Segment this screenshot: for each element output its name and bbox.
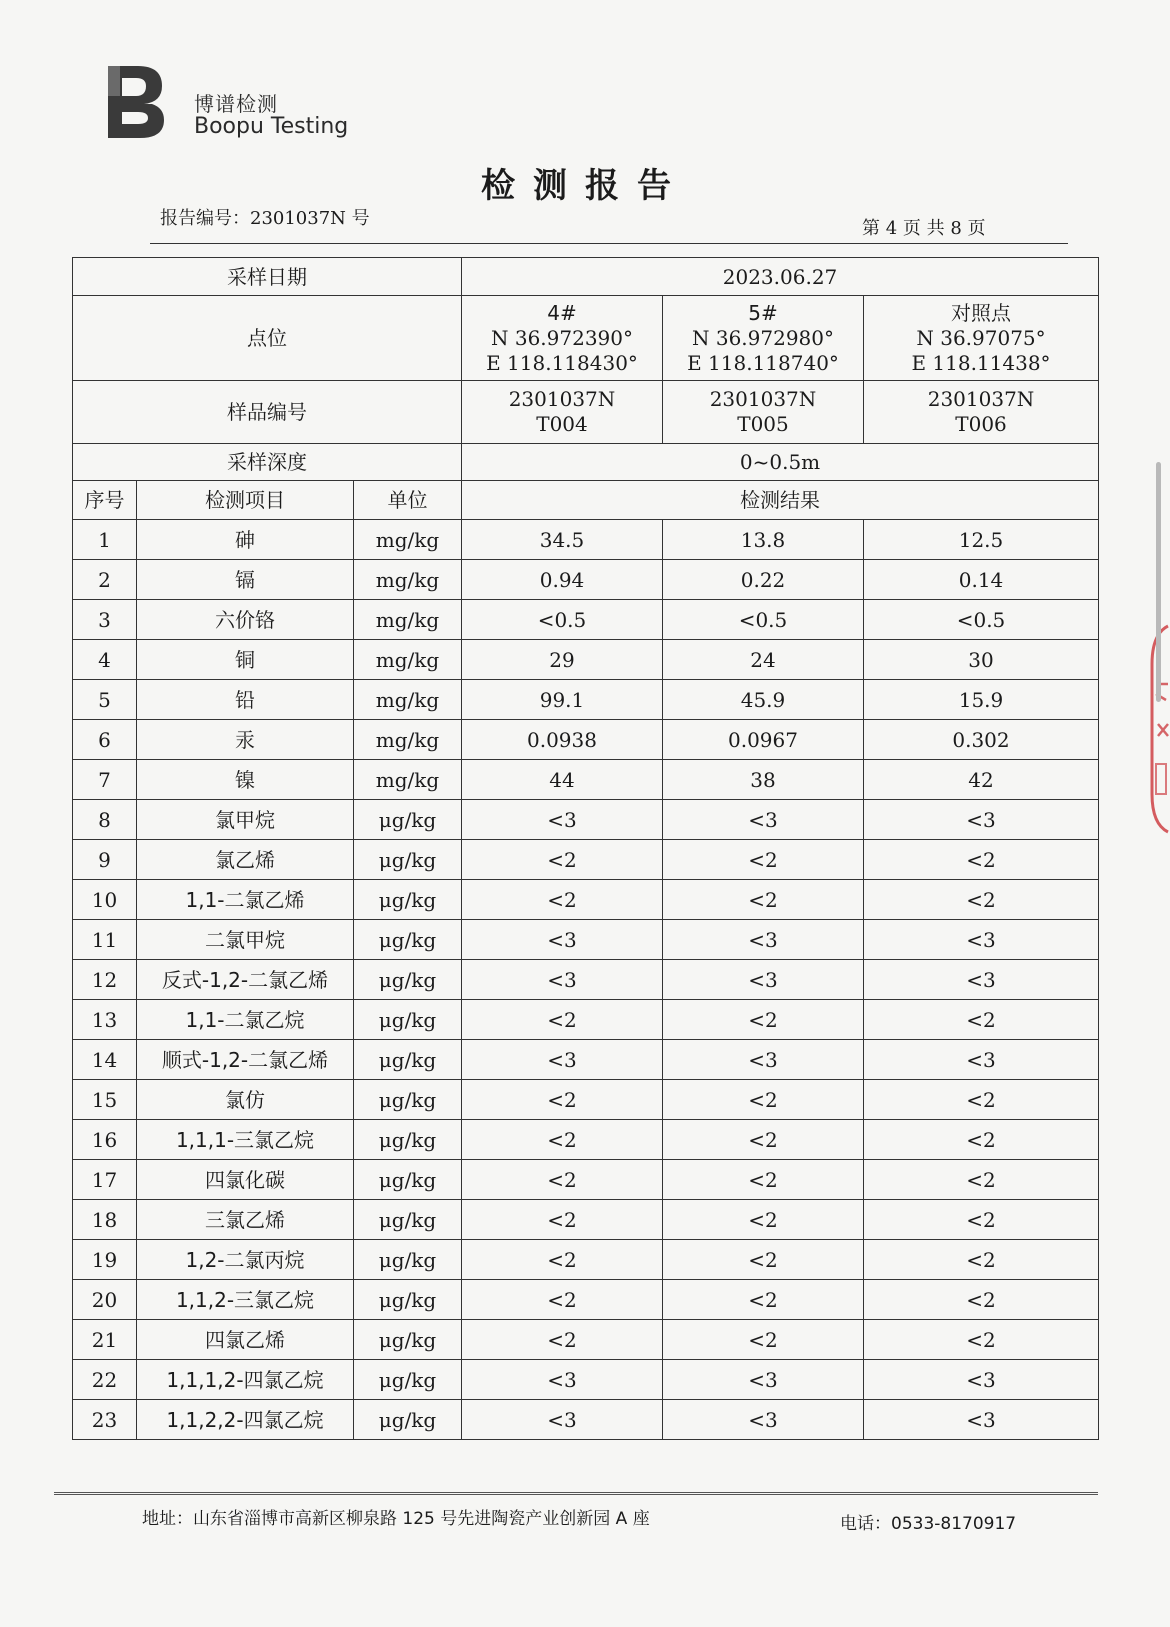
row-result: 0.0967 — [663, 720, 864, 760]
row-result: <2 — [864, 1280, 1099, 1320]
row-result: 38 — [663, 760, 864, 800]
location-cell — [462, 296, 663, 381]
row-unit: μg/kg — [354, 920, 462, 960]
row-unit: μg/kg — [354, 840, 462, 880]
row-seq: 13 — [73, 1000, 137, 1040]
row-item: 1,1,2-三氯乙烷 — [137, 1280, 354, 1320]
row-result: <3 — [462, 800, 663, 840]
row-seq: 21 — [73, 1320, 137, 1360]
row-result: <3 — [663, 920, 864, 960]
row-result: <2 — [864, 1240, 1099, 1280]
row-result: <2 — [864, 840, 1099, 880]
row-item: 1,1,2,2-四氯乙烷 — [137, 1400, 354, 1440]
row-result: <2 — [864, 1080, 1099, 1120]
row-result: 0.0938 — [462, 720, 663, 760]
row-result: <2 — [663, 840, 864, 880]
row-item: 四氯化碳 — [137, 1160, 354, 1200]
row-unit: μg/kg — [354, 1240, 462, 1280]
sampling-depth-row — [73, 444, 1099, 481]
col-header-item: 检测项目 — [137, 481, 354, 520]
table-row — [73, 600, 1099, 640]
row-result: <3 — [462, 1400, 663, 1440]
row-unit: μg/kg — [354, 1080, 462, 1120]
row-item: 氯仿 — [137, 1080, 354, 1120]
location-name: 4# — [547, 300, 577, 325]
sampling-date-label: 采样日期 — [73, 258, 462, 296]
row-result: <0.5 — [663, 600, 864, 640]
table-row — [73, 800, 1099, 840]
row-unit: μg/kg — [354, 1200, 462, 1240]
row-result: <3 — [663, 1040, 864, 1080]
row-seq: 9 — [73, 840, 137, 880]
location-lat: N 36.972980° — [691, 325, 834, 350]
row-unit: μg/kg — [354, 1040, 462, 1080]
location-cell — [663, 296, 864, 381]
row-item: 1,1,1-三氯乙烷 — [137, 1120, 354, 1160]
row-unit: mg/kg — [354, 680, 462, 720]
row-result: <2 — [864, 880, 1099, 920]
row-item: 顺式-1,2-二氯乙烯 — [137, 1040, 354, 1080]
row-result: <2 — [663, 1240, 864, 1280]
row-result: <2 — [462, 1200, 663, 1240]
row-result: 0.94 — [462, 560, 663, 600]
row-unit: μg/kg — [354, 1360, 462, 1400]
row-unit: μg/kg — [354, 1320, 462, 1360]
row-result: 42 — [864, 760, 1099, 800]
row-result: <0.5 — [864, 600, 1099, 640]
table-row — [73, 1400, 1099, 1440]
row-result: <3 — [462, 920, 663, 960]
location-row — [73, 296, 1099, 381]
location-lon: E 118.118740° — [687, 350, 839, 375]
row-unit: μg/kg — [354, 1120, 462, 1160]
row-unit: mg/kg — [354, 720, 462, 760]
row-unit: μg/kg — [354, 800, 462, 840]
row-unit: mg/kg — [354, 640, 462, 680]
table-row — [73, 1200, 1099, 1240]
location-name: 5# — [748, 300, 778, 325]
row-item: 三氯乙烯 — [137, 1200, 354, 1240]
sampling-date-row — [73, 258, 1099, 296]
table-row — [73, 1240, 1099, 1280]
table-row — [73, 1280, 1099, 1320]
row-seq: 3 — [73, 600, 137, 640]
row-result: 99.1 — [462, 680, 663, 720]
sampling-date-value: 2023.06.27 — [462, 258, 1099, 296]
row-unit: mg/kg — [354, 520, 462, 560]
row-unit: mg/kg — [354, 560, 462, 600]
row-item: 氯甲烷 — [137, 800, 354, 840]
row-result: <2 — [462, 1120, 663, 1160]
row-seq: 8 — [73, 800, 137, 840]
row-result: <3 — [864, 960, 1099, 1000]
boopu-logo-icon — [104, 62, 166, 140]
report-title: 检测报告 — [481, 166, 689, 206]
row-result: <3 — [663, 960, 864, 1000]
table-row — [73, 920, 1099, 960]
row-seq: 15 — [73, 1080, 137, 1120]
row-seq: 2 — [73, 560, 137, 600]
location-cell — [864, 296, 1099, 381]
row-result: <2 — [663, 1280, 864, 1320]
row-result: <2 — [864, 1200, 1099, 1240]
row-result: 0.22 — [663, 560, 864, 600]
row-result: <2 — [663, 1120, 864, 1160]
row-result: <3 — [663, 800, 864, 840]
table-row — [73, 1360, 1099, 1400]
row-item: 砷 — [137, 520, 354, 560]
row-seq: 22 — [73, 1360, 137, 1400]
row-seq: 16 — [73, 1120, 137, 1160]
table-row — [73, 1120, 1099, 1160]
col-header-unit: 单位 — [354, 481, 462, 520]
row-result: 12.5 — [864, 520, 1099, 560]
row-seq: 18 — [73, 1200, 137, 1240]
column-header-row — [73, 481, 1099, 520]
col-header-seq: 序号 — [73, 481, 137, 520]
table-row — [73, 560, 1099, 600]
table-row — [73, 720, 1099, 760]
row-result: <3 — [864, 1400, 1099, 1440]
row-result: <3 — [462, 1040, 663, 1080]
row-item: 1,1-二氯乙烯 — [137, 880, 354, 920]
row-item: 1,1-二氯乙烷 — [137, 1000, 354, 1040]
sample-number-line2: T004 — [536, 412, 588, 436]
row-result: <2 — [462, 1240, 663, 1280]
location-lat: N 36.97075° — [916, 325, 1046, 350]
row-item: 镉 — [137, 560, 354, 600]
table-row — [73, 1320, 1099, 1360]
row-item: 1,2-二氯丙烷 — [137, 1240, 354, 1280]
row-seq: 4 — [73, 640, 137, 680]
row-seq: 10 — [73, 880, 137, 920]
table-row — [73, 760, 1099, 800]
row-result: 44 — [462, 760, 663, 800]
row-seq: 6 — [73, 720, 137, 760]
row-result: <2 — [663, 1000, 864, 1040]
row-result: <3 — [462, 960, 663, 1000]
row-result: <2 — [663, 1200, 864, 1240]
table-row — [73, 1160, 1099, 1200]
row-item: 反式-1,2-二氯乙烯 — [137, 960, 354, 1000]
table-row — [73, 880, 1099, 920]
row-item: 铅 — [137, 680, 354, 720]
table-row — [73, 1000, 1099, 1040]
sample-number-line1: 2301037N — [709, 387, 817, 411]
sample-number-line1: 2301037N — [927, 387, 1035, 411]
row-result: <2 — [462, 1160, 663, 1200]
row-result: <2 — [462, 840, 663, 880]
page-number: 第 4 页 共 8 页 — [862, 218, 986, 239]
row-seq: 7 — [73, 760, 137, 800]
table-row — [73, 520, 1099, 560]
row-item: 二氯甲烷 — [137, 920, 354, 960]
row-result: 15.9 — [864, 680, 1099, 720]
row-result: <2 — [663, 1320, 864, 1360]
row-result: <3 — [864, 1360, 1099, 1400]
sampling-depth-label: 采样深度 — [73, 444, 462, 481]
row-unit: μg/kg — [354, 960, 462, 1000]
table-row — [73, 680, 1099, 720]
sample-number-line2: T006 — [955, 412, 1007, 436]
row-unit: mg/kg — [354, 600, 462, 640]
table-row — [73, 640, 1099, 680]
row-result: <2 — [663, 1080, 864, 1120]
row-result: <2 — [864, 1160, 1099, 1200]
footer-divider — [54, 1492, 1098, 1495]
sample-number-cell — [864, 381, 1099, 444]
row-result: 0.14 — [864, 560, 1099, 600]
row-result: 34.5 — [462, 520, 663, 560]
row-seq: 20 — [73, 1280, 137, 1320]
row-seq: 23 — [73, 1400, 137, 1440]
row-seq: 17 — [73, 1160, 137, 1200]
row-item: 镍 — [137, 760, 354, 800]
row-result: <0.5 — [462, 600, 663, 640]
row-seq: 12 — [73, 960, 137, 1000]
row-result: <3 — [864, 920, 1099, 960]
row-unit: μg/kg — [354, 1000, 462, 1040]
row-item: 汞 — [137, 720, 354, 760]
row-unit: mg/kg — [354, 760, 462, 800]
row-unit: μg/kg — [354, 1160, 462, 1200]
row-result: 24 — [663, 640, 864, 680]
sampling-depth-value: 0~0.5m — [462, 444, 1099, 481]
row-item: 铜 — [137, 640, 354, 680]
row-result: <3 — [663, 1360, 864, 1400]
row-result: <3 — [462, 1360, 663, 1400]
row-seq: 11 — [73, 920, 137, 960]
col-header-result: 检测结果 — [462, 481, 1099, 520]
row-result: <2 — [864, 1000, 1099, 1040]
row-item: 六价铬 — [137, 600, 354, 640]
results-table — [72, 257, 1099, 1440]
header-divider — [150, 243, 1068, 244]
row-result: 45.9 — [663, 680, 864, 720]
row-unit: μg/kg — [354, 1280, 462, 1320]
row-result: 0.302 — [864, 720, 1099, 760]
sample-number-label: 样品编号 — [73, 381, 462, 444]
row-result: <2 — [864, 1320, 1099, 1360]
table-row — [73, 960, 1099, 1000]
row-result: <2 — [462, 1280, 663, 1320]
row-item: 氯乙烯 — [137, 840, 354, 880]
row-unit: μg/kg — [354, 880, 462, 920]
row-seq: 14 — [73, 1040, 137, 1080]
row-unit: μg/kg — [354, 1400, 462, 1440]
row-result: <2 — [462, 1320, 663, 1360]
row-result: <3 — [864, 1040, 1099, 1080]
sample-number-line2: T005 — [737, 412, 789, 436]
row-seq: 5 — [73, 680, 137, 720]
sample-number-line1: 2301037N — [508, 387, 616, 411]
row-result: <2 — [462, 1000, 663, 1040]
brand-name-cn: 博谱检测 — [194, 92, 278, 116]
footer-address: 地址：山东省淄博市高新区柳泉路 125 号先进陶瓷产业创新园 A 座 — [142, 1509, 650, 1529]
location-lon: E 118.118430° — [486, 350, 638, 375]
row-result: <2 — [663, 880, 864, 920]
brand-name-en: Boopu Testing — [194, 114, 349, 139]
row-result: <2 — [663, 1160, 864, 1200]
report-number: 报告编号：2301037N 号 — [160, 208, 370, 229]
row-seq: 1 — [73, 520, 137, 560]
scrollbar[interactable] — [1156, 462, 1161, 702]
row-result: <2 — [462, 880, 663, 920]
row-result: <2 — [462, 1080, 663, 1120]
row-item: 1,1,1,2-四氯乙烷 — [137, 1360, 354, 1400]
location-lat: N 36.972390° — [490, 325, 633, 350]
location-label: 点位 — [73, 296, 462, 381]
row-result: <2 — [864, 1120, 1099, 1160]
row-result: 29 — [462, 640, 663, 680]
table-row — [73, 1040, 1099, 1080]
row-seq: 19 — [73, 1240, 137, 1280]
row-result: <3 — [864, 800, 1099, 840]
row-result: 13.8 — [663, 520, 864, 560]
sample-number-cell — [462, 381, 663, 444]
table-row — [73, 840, 1099, 880]
sample-number-row — [73, 381, 1099, 444]
footer-phone: 电话：0533-8170917 — [840, 1514, 1017, 1534]
location-name: 对照点 — [951, 300, 1011, 325]
sample-number-cell — [663, 381, 864, 444]
row-item: 四氯乙烯 — [137, 1320, 354, 1360]
row-result: 30 — [864, 640, 1099, 680]
table-row — [73, 1080, 1099, 1120]
row-result: <3 — [663, 1400, 864, 1440]
location-lon: E 118.11438° — [911, 350, 1051, 375]
